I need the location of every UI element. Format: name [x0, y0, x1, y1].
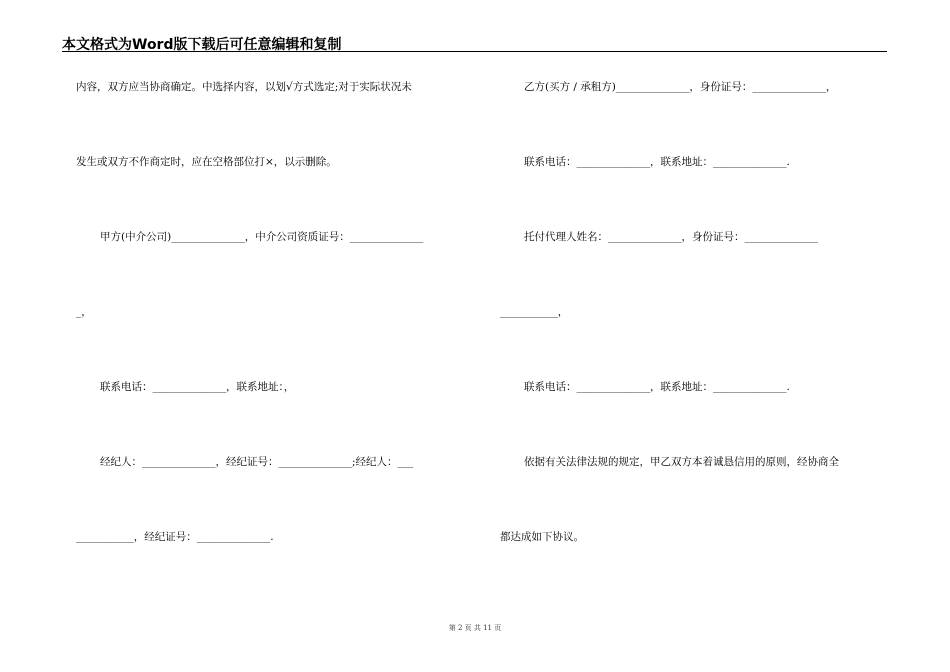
right-line-5: 联系电话：______________，联系地址：______________.: [524, 381, 790, 393]
left-line-7: ___________，经纪证号：______________.: [76, 531, 274, 543]
document-header-title: 本文格式为Word版下载后可任意编辑和复制: [62, 37, 342, 53]
right-line-7: 都达成如下协议。: [500, 531, 584, 543]
left-line-1: 内容，双方应当协商确定。中选择内容，以划√方式选定;对于实际状况未: [76, 81, 412, 93]
right-line-3: 托付代理人姓名：______________，身份证号：______________: [524, 231, 818, 243]
left-line-2: 发生或双方不作商定时，应在空格部位打×，以示删除。: [76, 156, 337, 168]
page-number-footer: 第 2 页 共 11 页: [448, 624, 502, 632]
left-line-3: 甲方(中介公司)______________，中介公司资质证号：______________: [100, 231, 424, 243]
left-line-5: 联系电话：______________，联系地址：，: [100, 381, 295, 393]
right-line-1: 乙方(买方 / 承租方)______________，身份证号：______________，: [524, 81, 837, 93]
right-line-2: 联系电话：______________，联系地址：______________.: [524, 156, 790, 168]
left-line-6: 经纪人：______________，经纪证号：______________;经纪人：___: [100, 456, 414, 468]
right-line-6: 依据有关法律法规的规定，甲乙双方本着诚恳信用的原则，经协商全: [524, 456, 839, 468]
header-divider: [62, 51, 887, 52]
right-line-4: ___________，: [500, 306, 569, 318]
left-line-4: _，: [76, 306, 92, 318]
